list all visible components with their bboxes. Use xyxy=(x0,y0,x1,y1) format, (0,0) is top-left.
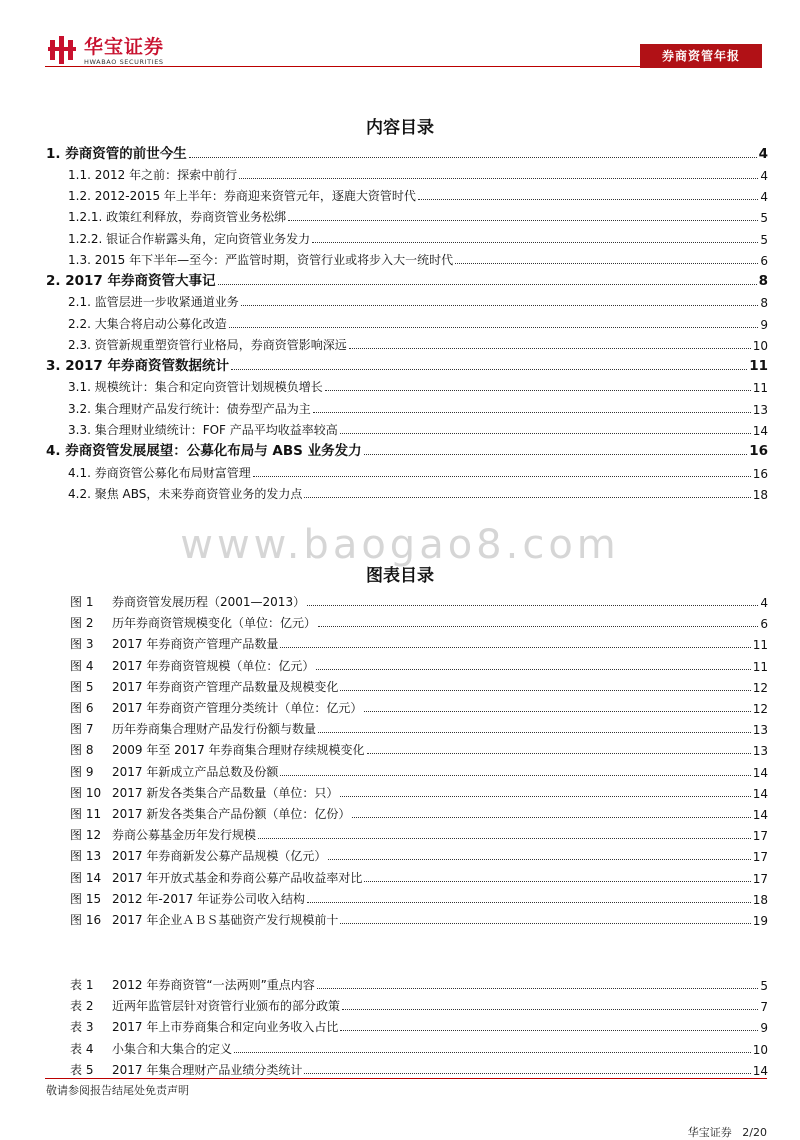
toc-entry[interactable] xyxy=(46,439,768,459)
figure-label: 图 12 xyxy=(70,828,102,843)
figure-page: 17 xyxy=(752,829,768,844)
toc-entry-page: 11 xyxy=(749,358,768,374)
toc-entry[interactable] xyxy=(46,248,768,268)
toc-entry-page: 16 xyxy=(752,467,768,481)
dot-leader xyxy=(313,411,751,413)
toc-entry-page: 9 xyxy=(760,318,768,332)
footer-company: 华宝证券 xyxy=(687,1126,732,1139)
dot-leader xyxy=(280,774,750,776)
toc-entry-title: 4.2. 聚焦 ABS，未来券商资管业务的发力点 xyxy=(68,487,303,501)
toc-entry-title: 3.2. 集合理财产品发行统计：债券型产品为主 xyxy=(68,402,311,416)
toc-entry-page: 8 xyxy=(760,296,768,310)
dot-leader xyxy=(288,219,758,221)
figure-entry[interactable] xyxy=(70,781,768,801)
figure-title: 历年券商集合理财产品发行份额与数量 xyxy=(112,722,317,737)
figure-title: 券商公募基金历年发行规模 xyxy=(112,828,257,843)
table-entry[interactable] xyxy=(70,1037,768,1057)
toc-entry-title: 2. 2017 年券商资管大事记 xyxy=(46,273,216,289)
figure-page: 14 xyxy=(752,765,768,780)
figure-title: 2017 年企业ＡＢＳ基础资产发行规模前十 xyxy=(112,913,339,927)
dot-leader xyxy=(218,283,757,285)
table-label: 表 5 xyxy=(70,1062,94,1077)
toc-entry[interactable] xyxy=(46,375,768,395)
figure-label: 图 10 xyxy=(70,785,102,800)
figure-label: 图 13 xyxy=(70,849,102,864)
figure-title: 2017 新发各类集合产品数量（单位：只） xyxy=(112,785,339,800)
figure-title: 券商资管发展历程（2001—2013） xyxy=(112,595,306,609)
dot-leader xyxy=(312,241,758,243)
toc-entry-page: 6 xyxy=(760,254,768,268)
figure-entry[interactable] xyxy=(70,802,768,822)
page-footer xyxy=(688,1124,767,1140)
toc-entry-title: 4.1. 券商资管公募化布局财富管理 xyxy=(68,466,251,480)
dot-leader xyxy=(340,432,751,434)
table-page: 9 xyxy=(760,1021,768,1036)
toc-entry[interactable] xyxy=(46,290,768,310)
figure-page: 14 xyxy=(752,808,768,822)
figure-page: 12 xyxy=(752,702,768,716)
table-label: 表 2 xyxy=(70,999,94,1014)
toc-entry-page: 10 xyxy=(752,339,768,353)
toc-title: 内容目录 xyxy=(366,118,434,138)
company-logo xyxy=(48,36,164,66)
figure-label: 图 15 xyxy=(70,891,102,906)
toc-entry[interactable] xyxy=(46,184,768,204)
dot-leader xyxy=(229,326,759,328)
table-title: 2017 年上市券商集合和定向业务收入占比 xyxy=(112,1020,339,1035)
dot-leader xyxy=(349,347,751,349)
figure-title: 2012 年-2017 年证券公司收入结构 xyxy=(112,891,306,906)
disclaimer-note: 敬请参阅报告结尾处免责声明 xyxy=(46,1084,189,1097)
dot-leader xyxy=(318,625,758,627)
figure-entry[interactable] xyxy=(70,844,768,864)
table-entry[interactable] xyxy=(70,994,768,1014)
dot-leader xyxy=(364,880,750,882)
figure-entry[interactable] xyxy=(70,696,768,716)
figure-label: 图 9 xyxy=(70,764,94,779)
dot-leader xyxy=(318,731,751,733)
table-label: 表 3 xyxy=(70,1020,94,1035)
dot-leader xyxy=(352,816,750,818)
figure-entry[interactable] xyxy=(70,823,768,843)
figure-entry[interactable] xyxy=(70,632,768,652)
toc-entry-page: 16 xyxy=(749,443,768,459)
figure-title: 2017 新发各类集合产品份额（单位：亿份） xyxy=(112,807,351,821)
footer-divider xyxy=(45,1078,767,1079)
dot-leader xyxy=(340,922,750,924)
dot-leader xyxy=(304,496,750,498)
table-entry[interactable] xyxy=(70,973,768,993)
table-entry[interactable] xyxy=(70,1015,768,1035)
dot-leader xyxy=(367,752,751,754)
figure-title: 2017 年新成立产品总数及份额 xyxy=(112,764,279,779)
figure-title: 2017 年券商资管规模（单位：亿元） xyxy=(112,658,315,673)
figure-entry[interactable] xyxy=(70,717,768,737)
toc-entry[interactable] xyxy=(46,397,768,417)
figure-entry[interactable] xyxy=(70,887,768,907)
dot-leader xyxy=(280,646,750,648)
dot-leader xyxy=(340,795,750,797)
toc-entry-title: 2.2. 大集合将启动公募化改造 xyxy=(68,317,227,331)
toc-entry[interactable] xyxy=(46,461,768,481)
logo-mark-icon xyxy=(48,36,78,64)
figure-page: 12 xyxy=(752,680,768,695)
dot-leader xyxy=(189,156,757,158)
figure-entry[interactable] xyxy=(70,738,768,758)
table-entry[interactable] xyxy=(70,1058,768,1078)
figure-entry[interactable] xyxy=(70,908,768,928)
figure-page: 17 xyxy=(752,871,768,886)
table-label: 表 4 xyxy=(70,1041,94,1056)
toc-entry-title: 3.3. 集合理财业绩统计：FOF 产品平均收益率较高 xyxy=(68,423,338,437)
toc-entry-page: 5 xyxy=(760,211,768,225)
table-title: 2017 年集合理财产品业绩分类统计 xyxy=(112,1062,303,1077)
toc-entry-page: 5 xyxy=(760,233,768,247)
dot-leader xyxy=(231,368,747,370)
figure-entry[interactable] xyxy=(70,590,768,610)
toc-entry-title: 1.2. 2012-2015 年上半年：券商迎来资管元年，逐鹿大资管时代 xyxy=(68,189,416,203)
toc-entry[interactable] xyxy=(46,163,768,183)
toc-entry-title: 3. 2017 年券商资管数据统计 xyxy=(46,358,229,374)
figure-entry[interactable] xyxy=(70,654,768,674)
toc-entry[interactable] xyxy=(46,205,768,225)
toc-entry-page: 4 xyxy=(760,169,768,183)
report-type-badge: 券商资管年报 xyxy=(640,44,762,68)
figure-entry[interactable] xyxy=(70,611,768,631)
header-divider xyxy=(45,66,655,67)
figure-page: 17 xyxy=(752,850,768,865)
figure-label: 图 3 xyxy=(70,637,94,652)
table-page: 5 xyxy=(760,979,768,993)
figure-label: 图 11 xyxy=(70,807,102,821)
toc-entry-title: 4. 券商资管发展展望：公募化布局与 ABS 业务发力 xyxy=(46,443,362,459)
figure-label: 图 2 xyxy=(70,616,94,631)
dot-leader xyxy=(253,475,751,477)
dot-leader xyxy=(234,1051,751,1053)
figure-label: 图 1 xyxy=(70,595,94,609)
figure-label: 图 8 xyxy=(70,743,94,758)
table-page: 7 xyxy=(760,1000,768,1015)
dot-leader xyxy=(317,987,759,989)
figure-page: 4 xyxy=(760,596,768,610)
dot-leader xyxy=(307,604,758,606)
figure-label: 图 14 xyxy=(70,870,102,885)
figure-title: 2009 年至 2017 年券商集合理财存续规模变化 xyxy=(112,743,365,758)
dot-leader xyxy=(316,668,750,670)
toc-entry-page: 4 xyxy=(760,190,768,204)
figure-title: 2017 年开放式基金和券商公募产品收益率对比 xyxy=(112,870,363,885)
toc-entry-page: 18 xyxy=(752,488,768,502)
figure-page: 6 xyxy=(760,617,768,632)
figure-entry[interactable] xyxy=(70,675,768,695)
figure-page: 11 xyxy=(752,659,768,674)
dot-leader xyxy=(342,1008,758,1010)
toc-entry-title: 2.3. 资管新规重塑资管行业格局，券商资管影响深远 xyxy=(68,338,347,352)
dot-leader xyxy=(328,858,750,860)
toc-entry-title: 1.1. 2012 年之前：探索中前行 xyxy=(68,168,238,182)
toc-entry[interactable] xyxy=(46,482,768,502)
dot-leader xyxy=(258,837,751,839)
company-name-en: HWABAO SECURITIES xyxy=(84,58,164,66)
figure-page: 19 xyxy=(752,914,768,928)
figure-title: 2017 年券商资产管理分类统计（单位：亿元） xyxy=(112,701,363,715)
table-page: 14 xyxy=(752,1063,768,1078)
toc-entry-title: 1. 券商资管的前世今生 xyxy=(46,146,187,162)
toc-entry-page: 14 xyxy=(752,424,768,438)
toc-entry-page: 4 xyxy=(758,146,768,162)
dot-leader xyxy=(364,453,748,455)
toc-entry[interactable] xyxy=(46,312,768,332)
figure-title: 历年券商资管规模变化（单位：亿元） xyxy=(112,616,317,631)
dot-leader xyxy=(325,389,751,391)
toc-entry[interactable] xyxy=(46,333,768,353)
dot-leader xyxy=(455,262,758,264)
figures-title: 图表目录 xyxy=(366,566,434,586)
toc-entry[interactable] xyxy=(46,142,768,162)
figure-title: 2017 年券商新发公募产品规模（亿元） xyxy=(112,849,327,864)
toc-entry-title: 2.1. 监管层进一步收紧通道业务 xyxy=(68,295,239,309)
dot-leader xyxy=(304,1072,750,1074)
toc-entry-title: 3.1. 规模统计：集合和定向资管计划规模负增长 xyxy=(68,380,323,394)
figure-page: 13 xyxy=(752,744,768,759)
table-title: 2012 年券商资管“一法两则”重点内容 xyxy=(112,978,315,992)
table-title: 近两年监管层针对资管行业颁布的部分政策 xyxy=(112,999,341,1014)
toc-entry-page: 11 xyxy=(752,381,768,395)
figure-page: 13 xyxy=(752,723,768,738)
toc-entry-title: 1.2.1. 政策红利释放，券商资管业务松绑 xyxy=(68,210,287,224)
dot-leader xyxy=(239,177,758,179)
dot-leader xyxy=(307,901,751,903)
figure-entry[interactable] xyxy=(70,866,768,886)
toc-entry-title: 1.3. 2015 年下半年—至今：严监管时期，资管行业或将步入大一统时代 xyxy=(68,253,454,267)
figure-page: 11 xyxy=(752,638,768,653)
figure-entry[interactable] xyxy=(70,760,768,780)
toc-entry[interactable] xyxy=(46,269,768,289)
watermark: www.baogao8.com xyxy=(180,522,620,568)
dot-leader xyxy=(340,1029,758,1031)
figure-page: 14 xyxy=(752,786,768,801)
page-header xyxy=(0,0,800,80)
toc-entry-page: 8 xyxy=(758,273,768,289)
dot-leader xyxy=(364,710,750,712)
dot-leader xyxy=(418,198,758,200)
dot-leader xyxy=(340,689,750,691)
figure-title: 2017 年券商资产管理产品数量 xyxy=(112,637,279,652)
toc-entry[interactable] xyxy=(46,418,768,438)
figure-label: 图 7 xyxy=(70,722,94,737)
toc-entry-title: 1.2.2. 银证合作崭露头角，定向资管业务发力 xyxy=(68,232,311,246)
figure-label: 图 16 xyxy=(70,913,102,927)
toc-entry[interactable] xyxy=(46,227,768,247)
figure-page: 18 xyxy=(752,892,768,907)
toc-entry-page: 13 xyxy=(752,403,768,417)
figure-title: 2017 年券商资产管理产品数量及规模变化 xyxy=(112,679,339,694)
page-number: 2/20 xyxy=(742,1126,767,1139)
company-name-cn: 华宝证券 xyxy=(84,36,165,58)
figure-label: 图 4 xyxy=(70,658,94,673)
figure-label: 图 5 xyxy=(70,679,94,694)
figure-label: 图 6 xyxy=(70,701,94,715)
dot-leader xyxy=(241,304,759,306)
toc-entry[interactable] xyxy=(46,354,768,374)
table-page: 10 xyxy=(752,1042,768,1057)
table-label: 表 1 xyxy=(70,978,94,992)
table-title: 小集合和大集合的定义 xyxy=(112,1041,233,1056)
